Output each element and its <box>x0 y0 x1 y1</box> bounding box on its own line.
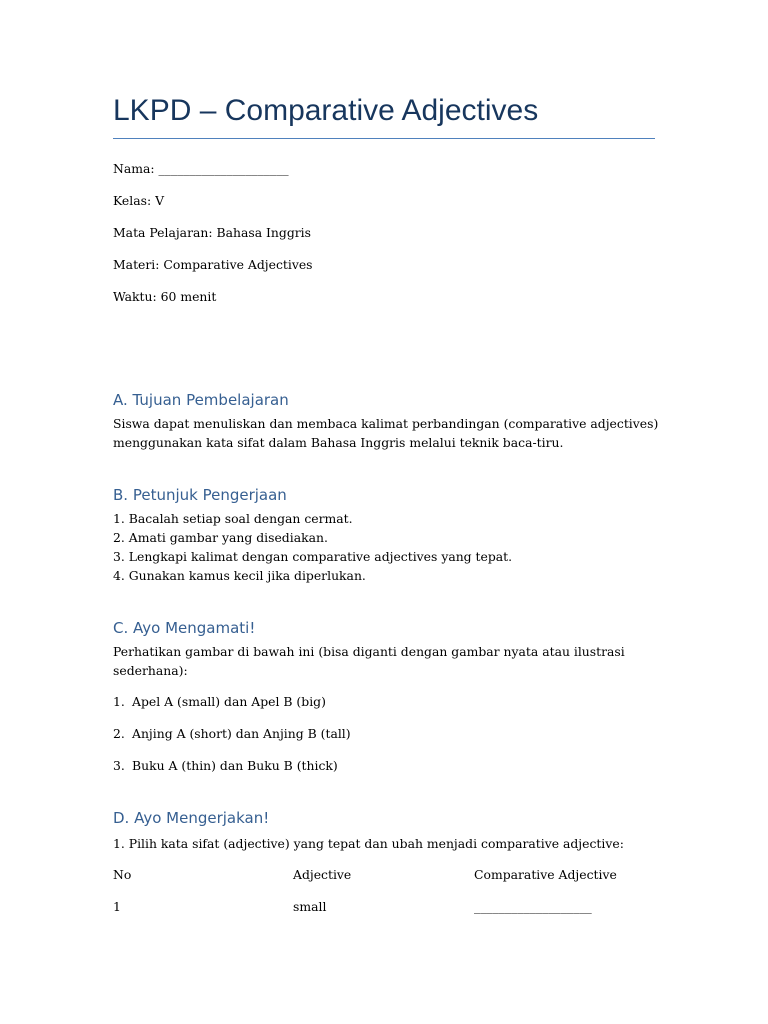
field-materi: Materi: Comparative Adjectives <box>113 257 313 272</box>
section-c-intro: sederhana): <box>113 663 188 678</box>
table-cell-comparative-blank[interactable]: ___________________ <box>474 899 592 914</box>
field-kelas: Kelas: V <box>113 193 165 208</box>
table-cell-no: 1 <box>113 899 121 914</box>
table-header-adjective: Adjective <box>293 867 352 882</box>
observation-item <box>113 724 351 743</box>
table-header-comparative: Comparative Adjective <box>474 867 617 882</box>
section-a-heading: A. Tujuan Pembelajaran <box>113 391 289 409</box>
instruction-item: 1. Bacalah setiap soal dengan cermat. <box>113 511 353 526</box>
title-underline <box>113 138 655 139</box>
field-nama: Nama: _____________________ <box>113 161 289 176</box>
observation-text: Anjing A (short) dan Anjing B (tall) <box>132 726 351 741</box>
table-cell-adjective: small <box>293 899 327 914</box>
section-a-line: Siswa dapat menuliskan dan membaca kalimat perbandingan (comparative adjectives) <box>113 416 659 431</box>
observation-item <box>113 756 338 775</box>
section-b-heading: B. Petunjuk Pengerjaan <box>113 486 287 504</box>
observation-item <box>113 692 326 711</box>
observation-number: 2. <box>113 726 125 741</box>
field-mata-pelajaran: Mata Pelajaran: Bahasa Inggris <box>113 225 312 240</box>
section-d-heading: D. Ayo Mengerjakan! <box>113 809 270 827</box>
observation-number: 1. <box>113 694 125 709</box>
table-header-no: No <box>113 867 132 882</box>
document-title: LKPD – Comparative Adjectives <box>113 94 539 127</box>
section-a-line: menggunakan kata sifat dalam Bahasa Inggris melalui teknik baca-tiru. <box>113 435 564 450</box>
observation-number: 3. <box>113 758 125 773</box>
observation-text: Apel A (small) dan Apel B (big) <box>132 694 326 709</box>
section-c-heading: C. Ayo Mengamati! <box>113 619 256 637</box>
instruction-item: 2. Amati gambar yang disediakan. <box>113 530 328 545</box>
section-d-instruction: 1. Pilih kata sifat (adjective) yang tepat dan ubah menjadi comparative adjective: <box>113 836 624 851</box>
field-waktu: Waktu: 60 menit <box>113 289 217 304</box>
section-c-intro: Perhatikan gambar di bawah ini (bisa diganti dengan gambar nyata atau ilustrasi <box>113 644 625 659</box>
observation-text: Buku A (thin) dan Buku B (thick) <box>132 758 338 773</box>
instruction-item: 4. Gunakan kamus kecil jika diperlukan. <box>113 568 366 583</box>
instruction-item: 3. Lengkapi kalimat dengan comparative adjectives yang tepat. <box>113 549 513 564</box>
